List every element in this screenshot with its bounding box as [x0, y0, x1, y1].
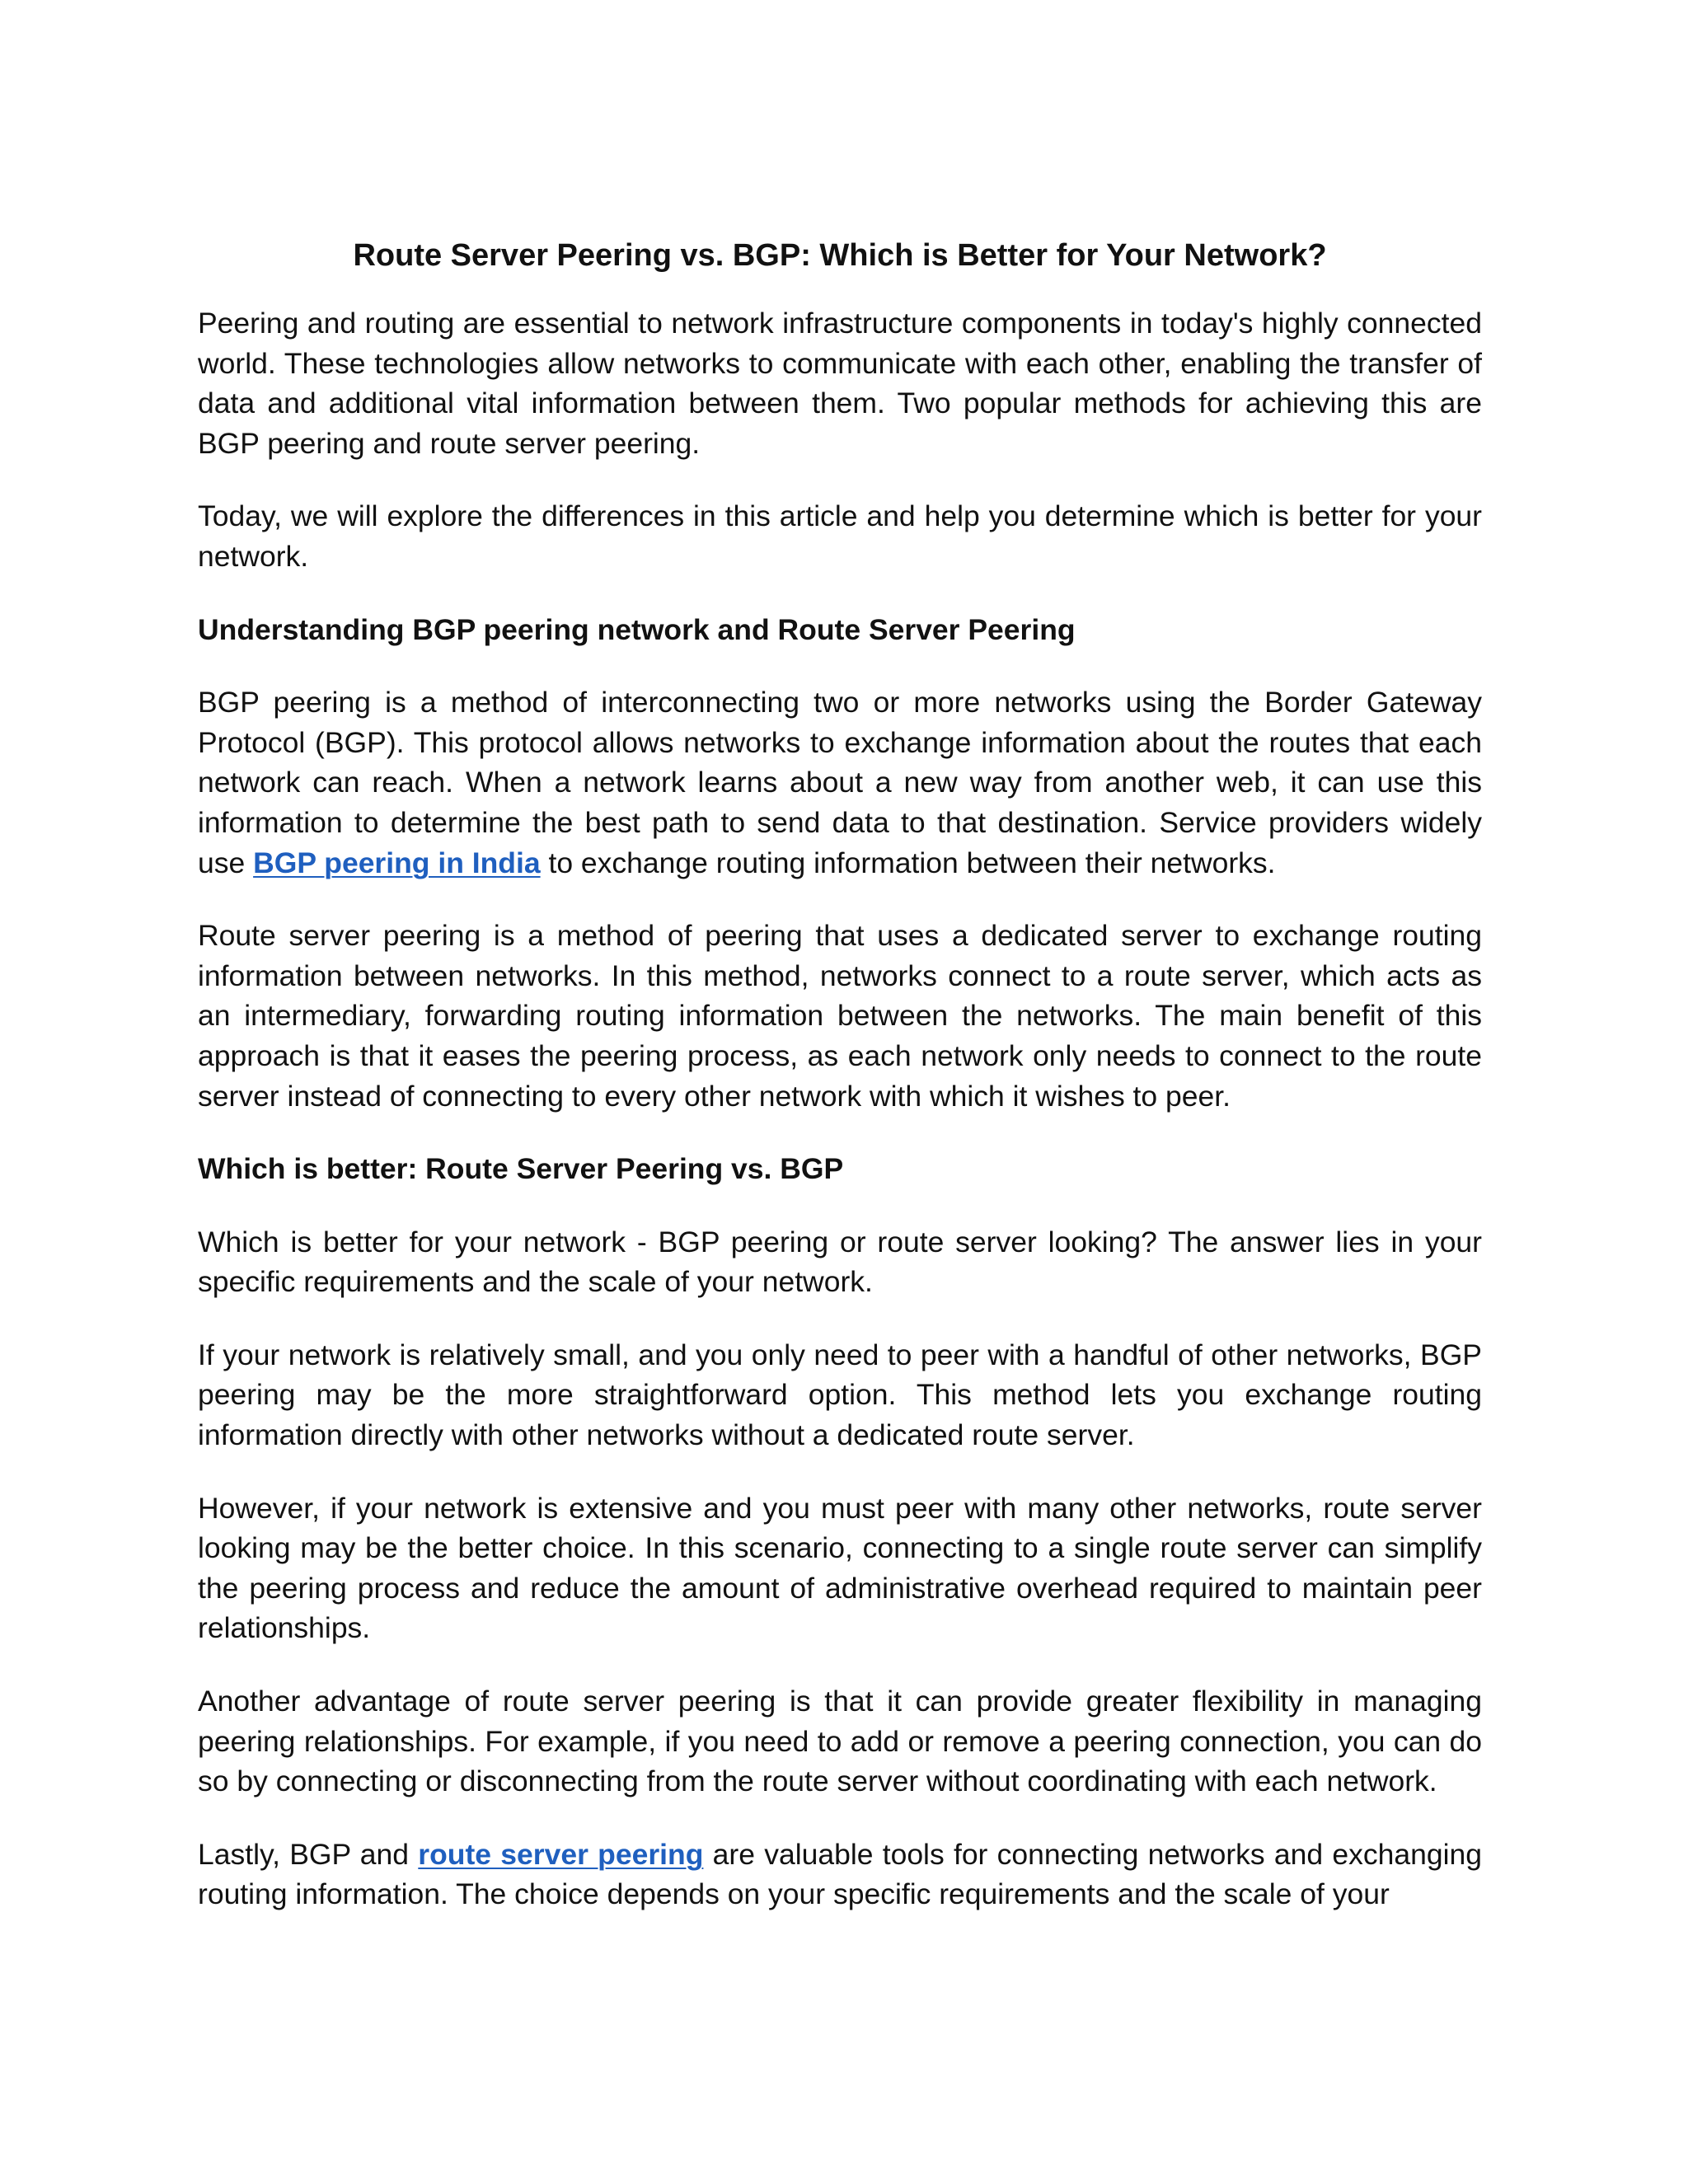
- conclusion-text-after: are valuable tools for connecting networks and exchanging routing information. The choice depends on your specific requirements and the scale of your: [198, 1837, 1482, 1911]
- intro-paragraph-1: Peering and routing are essential to network infrastructure components in today's highly connected world. These technologies allow networks to communicate with each other, enabling the transfer of data and additional vital information between them. Two popular methods for achieving this are BGP peering and route server peering.: [198, 307, 1482, 460]
- page-title: Route Server Peering vs. BGP: Which is Better for Your Network?: [353, 238, 1327, 273]
- which-better-paragraph-1: Which is better for your network - BGP peering or route server looking? The answer lies in your specific requirements and the scale of your network.: [198, 1225, 1482, 1299]
- which-better-paragraph-2: If your network is relatively small, and you only need to peer with a handful of other networks, BGP peering may be the more straightforward option. This method lets you exchange routing information directly with other networks without a dedicated route server.: [198, 1338, 1482, 1452]
- bgp-peering-india-link[interactable]: BGP peering in India: [253, 846, 541, 879]
- bgp-peering-text-before: BGP peering is a method of interconnecting two or more networks using the Border Gateway Protocol (BGP). This protocol allows networks to exchange information about the routes that each network can reach. When a network learns about a new way from another web, it can use this information to determine the best path to send data to that destination. Service providers widely use: [198, 686, 1482, 879]
- conclusion-paragraph: [198, 1835, 1482, 1915]
- which-better-paragraph-4: Another advantage of route server peering is that it can provide greater flexibility in managing peering relationships. For example, if you need to add or remove a peering connection, you can do so by connecting or disconnecting from the route server without coordinating with each network.: [198, 1685, 1482, 1798]
- bgp-peering-paragraph: [198, 682, 1482, 883]
- section-heading-understanding: Understanding BGP peering network and Route Server Peering: [198, 612, 1076, 646]
- route-server-paragraph: Route server peering is a method of peering that uses a dedicated server to exchange routing information between networks. In this method, networks connect to a route server, which acts as an intermediary, forwarding routing information between the networks. The main benefit of this approach is that it eases the peering process, as each network only needs to connect to the route server instead of connecting to every other network with which it wishes to peer.: [198, 919, 1482, 1113]
- document-page: [198, 231, 1482, 1915]
- intro-paragraph-2: Today, we will explore the differences in this article and help you determine which is better for your network.: [198, 499, 1482, 573]
- section-heading-which-is-better: Which is better: Route Server Peering vs. BGP: [198, 1152, 844, 1186]
- route-server-peering-link[interactable]: route server peering: [418, 1837, 704, 1871]
- bgp-peering-text-after: to exchange routing information between their networks.: [540, 846, 1276, 879]
- which-better-paragraph-3: However, if your network is extensive and you must peer with many other networks, route server looking may be the better choice. In this scenario, connecting to a single route server can simplify the peering process and reduce the amount of administrative overhead required to maintain peer relationships.: [198, 1491, 1482, 1645]
- conclusion-text-before: Lastly, BGP and: [198, 1837, 419, 1871]
